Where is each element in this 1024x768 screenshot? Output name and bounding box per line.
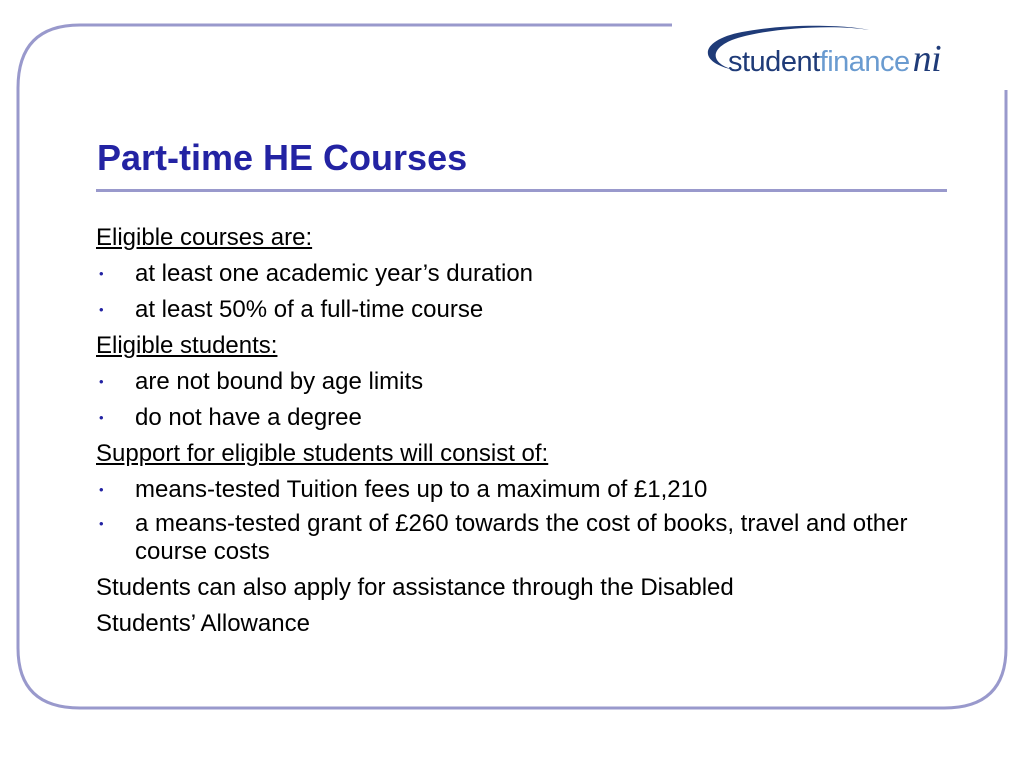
list-item bbox=[96, 402, 916, 434]
list-item-text: are not bound by age limits bbox=[135, 368, 424, 395]
list-item-text: means-tested Tuition fees up to a maximum of £1,210 bbox=[135, 476, 708, 503]
courses-heading: Eligible courses are: bbox=[96, 224, 313, 251]
bullet-icon: • bbox=[99, 482, 104, 497]
closing-text-line-1: Students can also apply for assistance through the Disabled bbox=[96, 574, 734, 601]
slide-body bbox=[96, 222, 916, 644]
list-item-text: do not have a degree bbox=[135, 404, 362, 431]
logo-wordmark bbox=[728, 38, 942, 80]
title-divider bbox=[96, 189, 947, 192]
closing-text-line-2: Students’ Allowance bbox=[96, 610, 310, 637]
list-item bbox=[96, 294, 916, 326]
list-item-text: at least one academic year’s duration bbox=[135, 260, 534, 287]
logo-word-ni: ni bbox=[912, 38, 942, 80]
list-item bbox=[96, 510, 916, 566]
support-heading: Support for eligible students will consist of: bbox=[96, 440, 549, 467]
bullet-icon: • bbox=[99, 516, 104, 531]
bullet-icon: • bbox=[99, 302, 104, 317]
list-item-text: a means-tested grant of £260 towards the cost of books, travel and other course costs bbox=[135, 510, 908, 565]
list-item bbox=[96, 474, 916, 506]
bullet-icon: • bbox=[99, 374, 104, 389]
list-item bbox=[96, 258, 916, 290]
logo-word-finance: finance bbox=[819, 46, 910, 78]
bullet-icon: • bbox=[99, 410, 104, 425]
studentfinance-ni-logo bbox=[694, 18, 1004, 88]
slide-title: Part-time HE Courses bbox=[97, 137, 468, 178]
bullet-icon: • bbox=[99, 266, 104, 281]
logo-word-student: student bbox=[728, 46, 820, 78]
students-heading: Eligible students: bbox=[96, 332, 278, 359]
list-item-text: at least 50% of a full-time course bbox=[135, 296, 484, 323]
list-item bbox=[96, 366, 916, 398]
